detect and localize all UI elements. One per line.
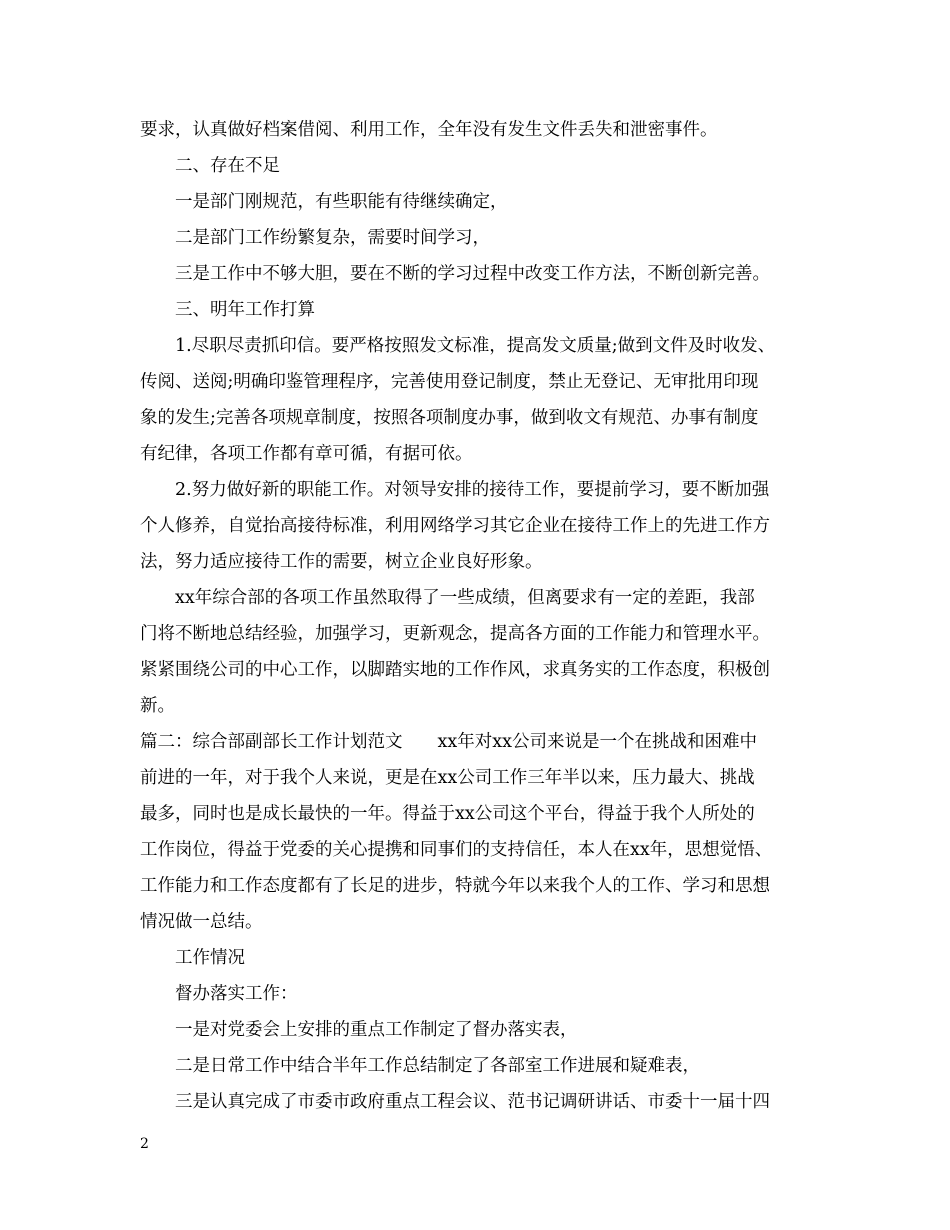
- body-line: 紧紧围绕公司的中心工作，以脚踏实地的工作作风，求真务实的工作态度，积极创: [140, 660, 770, 680]
- body-line: 传阅、送阅;明确印鉴管理程序，完善使用登记制度，禁止无登记、无审批用印现: [140, 372, 759, 392]
- body-line: 有纪律，各项工作都有章可循，有据可依。: [140, 444, 473, 464]
- subsection-heading: 督办落实工作：: [175, 984, 298, 1004]
- body-line: 象的发生;完善各项规章制度，按照各项制度办事，做到收文有规范、办事有制度: [140, 408, 759, 428]
- body-line: 新。: [140, 696, 175, 716]
- body-line: 门将不断地总结经验，加强学习，更新观念，提高各方面的工作能力和管理水平。: [140, 624, 770, 644]
- body-line: 最多，同时也是成长最快的一年。得益于xx公司这个平台，得益于我个人所处的: [140, 804, 755, 824]
- body-line: 一是对党委会上安排的重点工作制定了督办落实表，: [175, 1020, 578, 1040]
- body-line: 二是日常工作中结合半年工作总结制定了各部室工作进展和疑难表，: [175, 1056, 700, 1076]
- body-line: 二是部门工作纷繁复杂，需要时间学习，: [175, 228, 490, 248]
- body-line: 1.尽职尽责抓印信。要严格按照发文标准，提高发文质量;做到文件及时收发、: [175, 336, 776, 356]
- body-line: 工作岗位，得益于党委的关心提携和同事们的支持信任，本人在xx年，思想觉悟、: [140, 840, 773, 860]
- body-line: xx年综合部的各项工作虽然取得了一些成绩，但离要求有一定的差距，我部: [175, 588, 755, 608]
- body-line: 三是认真完成了市委市政府重点工程会议、范书记调研讲话、市委十一届十四: [175, 1092, 770, 1112]
- body-line: 前进的一年，对于我个人来说，更是在xx公司工作三年半以来，压力最大、挑战: [140, 768, 755, 788]
- body-line: 情况做一总结。: [140, 912, 263, 932]
- body-line: 一是部门刚规范，有些职能有待继续确定，: [175, 192, 508, 212]
- page-number: 2: [140, 1136, 149, 1152]
- section-heading: 工作情况: [175, 948, 245, 968]
- section-heading: 二、存在不足: [175, 156, 280, 176]
- body-line: 要求，认真做好档案借阅、利用工作，全年没有发生文件丢失和泄密事件。: [140, 120, 718, 140]
- body-line: 个人修养，自觉抬高接待标准，利用网络学习其它企业在接待工作上的先进工作方: [140, 516, 770, 536]
- body-line: 三是工作中不够大胆，要在不断的学习过程中改变工作方法，不断创新完善。: [175, 264, 770, 284]
- section-heading: 三、明年工作打算: [175, 300, 315, 320]
- article-heading-line: 篇二：综合部副部长工作计划范文 xx年对xx公司来说是一个在挑战和困难中: [140, 732, 757, 752]
- body-line: 法，努力适应接待工作的需要，树立企业良好形象。: [140, 552, 543, 572]
- body-line: 工作能力和工作态度都有了长足的进步，特就今年以来我个人的工作、学习和思想: [140, 876, 770, 896]
- body-line: 2.努力做好新的职能工作。对领导安排的接待工作，要提前学习，要不断加强: [175, 480, 770, 500]
